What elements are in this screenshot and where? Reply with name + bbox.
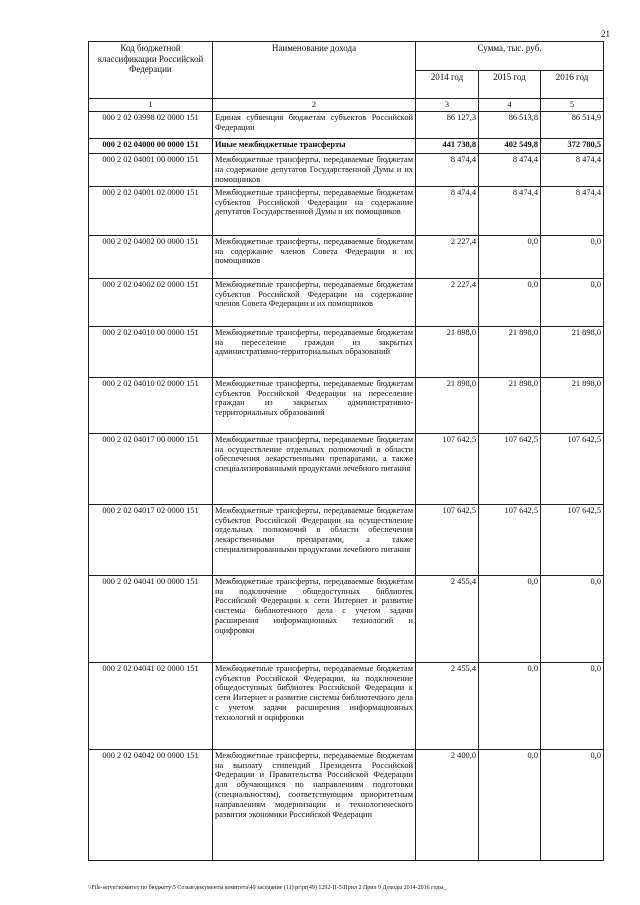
table-row [89,186,604,235]
header-code: Код бюджетной классификации Российской Федерации [89,42,213,99]
file-path-footer: \\File-server\комитет по бюджету\5 Созыв\документы комитета\49 заседание (11)\pr\pr(49) 1292-П-5\Прил 2 Прил 9 Доходы 2014-2016 годы_ [88,885,447,891]
row-value-2014: 21 898,0 [416,326,479,377]
row-name: Единая субвенция бюджетам субъектов Российской Федерации [213,111,416,138]
row-value-2015: 107 642,5 [479,433,541,504]
row-name: Межбюджетные трансферты, передаваемые бюджетам субъектов Российской Федерации, на подключение общедоступных библиотек Российской Федерации к сети Интернет и развитие системы библиотечного дела с учетом задачи расширения информационных технологий и оцифровки [213,662,416,749]
row-value-2014: 441 738,8 [416,138,479,153]
header-year-2015: 2015 год [479,71,541,99]
row-code: 000 2 02 04001 02 0000 151 [89,186,213,235]
row-value-2016: 86 514,9 [541,111,604,138]
row-value-2016: 107 642,5 [541,504,604,575]
row-value-2014: 107 642,5 [416,433,479,504]
table-row [89,278,604,326]
row-name: Межбюджетные трансферты, передаваемые бюджетам на содержание членов Совета Федерации и их помощников [213,235,416,278]
row-value-2014: 2 227,4 [416,235,479,278]
header-year-2016: 2016 год [541,71,604,99]
row-code: 000 2 02 04010 00 0000 151 [89,326,213,377]
column-number: 1 [89,99,213,112]
row-name: Межбюджетные трансферты, передаваемые бюджетам на выплату стипендий Президента Российской Федерации и Правительства Российской Федерации для обучающихся по направлениям подготовки (специальностям), соответствующим приоритетным направлениям модернизации и технологического развития экономики Российской Федерации [213,749,416,860]
row-value-2014: 8 474,4 [416,186,479,235]
table-row [89,377,604,433]
row-value-2016: 0,0 [541,278,604,326]
row-value-2016: 21 898,0 [541,326,604,377]
row-value-2016: 0,0 [541,235,604,278]
row-name: Иные межбюджетные трансферты [213,138,416,153]
column-number: 2 [213,99,416,112]
row-code: 000 2 02 03998 02 0000 151 [89,111,213,138]
row-value-2015: 0,0 [479,662,541,749]
header-name: Наименование дохода [213,42,416,99]
row-value-2015: 21 898,0 [479,326,541,377]
row-name: Межбюджетные трансферты, передаваемые бюджетам на переселение граждан из закрытых административно-территориальных образований [213,326,416,377]
table-row [89,504,604,575]
row-code: 000 2 02 04041 00 0000 151 [89,575,213,662]
page-number: 21 [601,29,610,39]
row-value-2016: 372 780,5 [541,138,604,153]
table-row [89,662,604,749]
row-value-2016: 21 898,0 [541,377,604,433]
row-value-2015: 0,0 [479,749,541,860]
row-value-2016: 0,0 [541,662,604,749]
row-value-2014: 2 400,0 [416,749,479,860]
row-value-2014: 2 227,4 [416,278,479,326]
row-code: 000 2 02 04010 02 0000 151 [89,377,213,433]
row-value-2016: 8 474,4 [541,186,604,235]
row-value-2015: 86 513,8 [479,111,541,138]
header-year-2014: 2014 год [416,71,479,99]
row-code: 000 2 02 04002 02 0000 151 [89,278,213,326]
row-name: Межбюджетные трансферты, передаваемые бюджетам на подключение общедоступных библиотек Российской Федерации к сети Интернет и развитие системы библиотечного дела с учетом задачи расширения информационных технологий и оцифровки [213,575,416,662]
row-name: Межбюджетные трансферты, передаваемые бюджетам субъектов Российской Федерации на содержание членов Совета Федерации и их помощников [213,278,416,326]
table-row [89,433,604,504]
row-value-2016: 0,0 [541,575,604,662]
column-number: 3 [416,99,479,112]
row-value-2015: 402 549,8 [479,138,541,153]
row-code: 000 2 02 04041 02 0000 151 [89,662,213,749]
table-row [89,575,604,662]
row-value-2016: 8 474,4 [541,153,604,186]
row-value-2014: 8 474,4 [416,153,479,186]
row-value-2015: 0,0 [479,575,541,662]
row-code: 000 2 02 04042 00 0000 151 [89,749,213,860]
row-value-2014: 86 127,3 [416,111,479,138]
table-row [89,326,604,377]
column-number: 5 [541,99,604,112]
header-sum: Сумма, тыс. руб. [416,42,604,71]
table-row [89,138,604,153]
row-name: Межбюджетные трансферты, передаваемые бюджетам субъектов Российской Федерации на переселение граждан из закрытых административно-территориальных образований [213,377,416,433]
row-value-2014: 2 455,4 [416,575,479,662]
table-row [89,749,604,860]
table-row [89,153,604,186]
row-value-2015: 21 898,0 [479,377,541,433]
table-row [89,111,604,138]
row-value-2014: 107 642,5 [416,504,479,575]
row-name: Межбюджетные трансферты, передаваемые бюджетам на осуществление отдельных полномочий в области обеспечения лекарственными препаратами, а также специализированными продуктами лечебного питания [213,433,416,504]
row-value-2015: 0,0 [479,235,541,278]
row-name: Межбюджетные трансферты, передаваемые бюджетам на содержание депутатов Государственной Думы и их помощников [213,153,416,186]
row-value-2015: 0,0 [479,278,541,326]
row-value-2014: 21 898,0 [416,377,479,433]
row-value-2015: 107 642,5 [479,504,541,575]
row-code: 000 2 02 04001 00 0000 151 [89,153,213,186]
row-code: 000 2 02 04017 00 0000 151 [89,433,213,504]
row-name: Межбюджетные трансферты, передаваемые бюджетам субъектов Российской Федерации на осуществление отдельных полномочий в области обеспечения лекарственными препаратами, а также специализированными продуктами лечебного питания [213,504,416,575]
table-row [89,235,604,278]
row-value-2015: 8 474,4 [479,153,541,186]
row-value-2016: 0,0 [541,749,604,860]
revenue-table [88,41,604,861]
row-value-2014: 2 455,4 [416,662,479,749]
row-code: 000 2 02 04002 00 0000 151 [89,235,213,278]
row-value-2015: 8 474,4 [479,186,541,235]
row-code: 000 2 02 04000 00 0000 151 [89,138,213,153]
row-name: Межбюджетные трансферты, передаваемые бюджетам субъектов Российской Федерации на содержание депутатов Государственной Думы и их помощников [213,186,416,235]
row-code: 000 2 02 04017 02 0000 151 [89,504,213,575]
row-value-2016: 107 642,5 [541,433,604,504]
column-number: 4 [479,99,541,112]
